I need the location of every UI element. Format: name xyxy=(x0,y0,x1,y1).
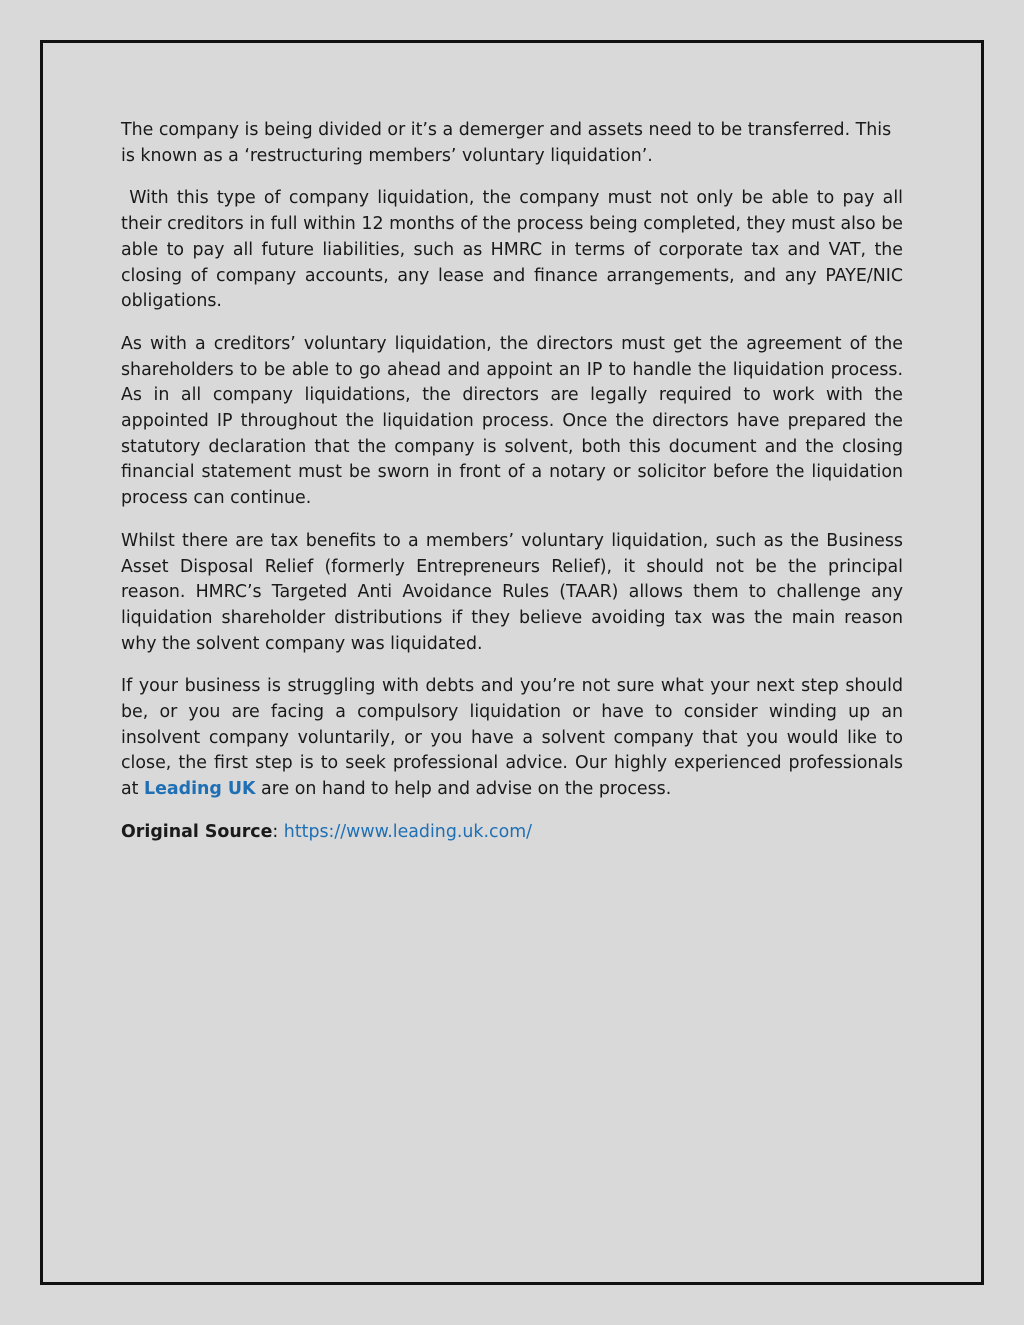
paragraph-advice xyxy=(121,674,903,803)
advice-text-before: If your business is struggling with debts and you’re not sure what your next step should be, or you are facing a compulsory liquidation or have to consider winding up an insolvent company voluntarily, or you have a solvent company that you would like to close, the first step is to seek professional advice. Our highly experienced professionals at xyxy=(121,676,903,800)
original-source-line xyxy=(121,820,903,846)
paragraph-creditors-payment: With this type of company liquidation, the company must not only be able to pay all their creditors in full within 12 months of the process being completed, they must also be able to pay all future liabilities, such as HMRC in terms of corporate tax and VAT, the closing of company accounts, any lease and finance arrangements, and any PAYE/NIC obligations. xyxy=(121,188,903,312)
document-body xyxy=(121,118,903,863)
original-source-label: Original Source xyxy=(121,821,273,842)
paragraph-tax-benefits: Whilst there are tax benefits to a members’ voluntary liquidation, such as the Business Asset Disposal Relief (formerly Entrepreneurs Relief), it should not be the principal reason. HMRC’s Targeted Anti Avoidance Rules (TAAR) allows them to challenge any liquidation shareholder distributions if they believe avoiding tax was the main reason why the solvent company was liquidated. xyxy=(121,530,903,654)
paragraph-shareholder-agreement: As with a creditors’ voluntary liquidation, the directors must get the agreement of the shareholders to be able to go ahead and appoint an IP to handle the liquidation process. As in all company liquidations, the directors are legally required to work with the appointed IP throughout the liquidation process. Once the directors have prepared the statutory declaration that the company is solvent, both this document and the closing financial statement must be sworn in front of a notary or solicitor before the liquidation process can continue. xyxy=(121,333,903,509)
original-source-url-link[interactable]: https://www.leading.uk.com/ xyxy=(283,821,533,842)
original-source-separator: : xyxy=(272,821,284,842)
paragraph-demerger: The company is being divided or it’s a demerger and assets need to be transferred. This is known as a ‘restructuring members’ voluntary liquidation’. xyxy=(121,120,892,166)
leading-uk-link[interactable]: Leading UK xyxy=(144,779,256,800)
advice-text-after: are on hand to help and advise on the process. xyxy=(255,779,672,800)
